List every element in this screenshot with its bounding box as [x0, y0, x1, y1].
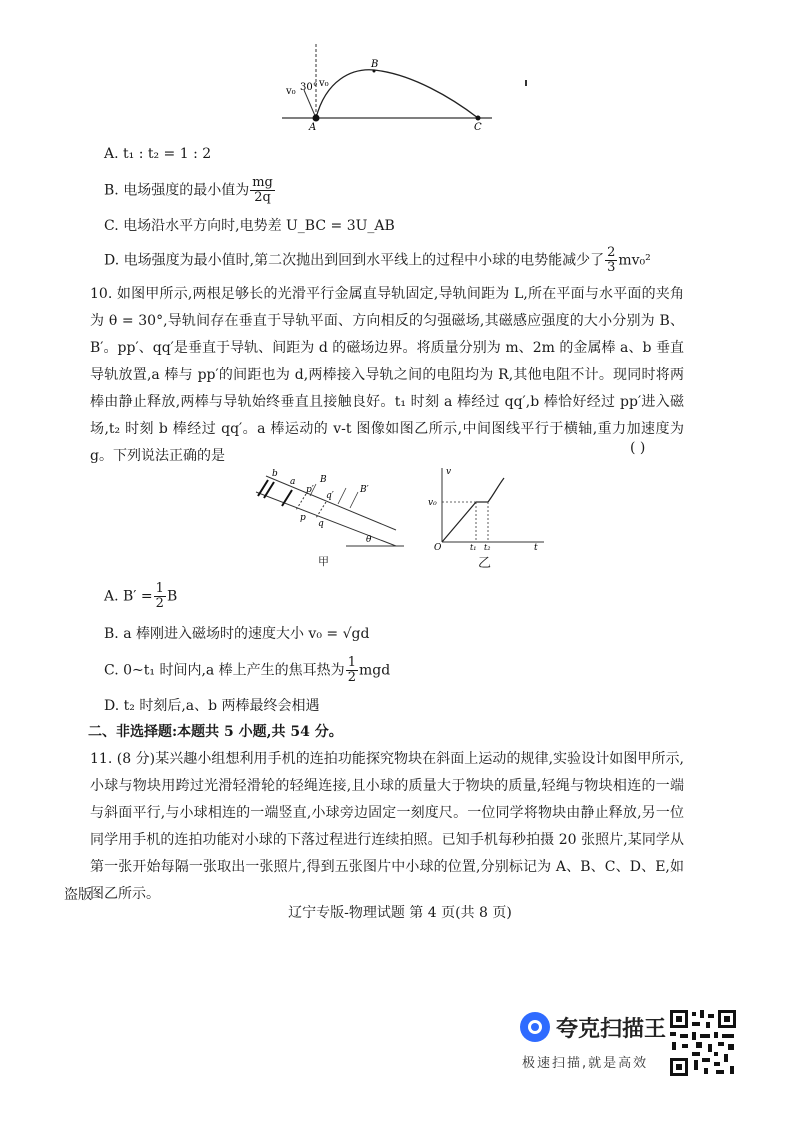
label-A: A	[309, 122, 317, 132]
svg-text:θ: θ	[366, 535, 372, 545]
q9-option-d: D. 电场强度为最小值时,第二次抛出到回到水平线上的过程中小球的电势能减少了 $\frac{2}{3}$ mv₀²	[104, 245, 651, 275]
svg-text:t: t	[534, 543, 538, 550]
answer-bracket: ( )	[630, 440, 646, 456]
scanner-logo-icon	[518, 1010, 552, 1044]
svg-text:O: O	[434, 543, 442, 550]
svg-text:B′: B′	[360, 485, 369, 495]
figure-jia	[246, 462, 406, 552]
label-B: B	[371, 59, 379, 70]
fraction: $\frac{mg}{2q}$	[252, 175, 273, 205]
caption-yi: 乙	[478, 556, 492, 571]
q11-text: 11. (8 分)某兴趣小组想利用手机的连拍功能探究物块在斜面上运动的规律,实验设计如图甲所示,小球与物块用跨过光滑轻滑轮的轻绳连接,且小球的质量大于物块的质量,轻绳与物块相连的一端与斜面平行,与小球相连的一端竖直,小球旁边固定一刻度尺。一位同学将物块由静止释放,另一位同学用手机的连拍功能对小球的下落过程进行连续拍照。已知手机每秒拍摄 20 张照片,某同学从第一张开始每隔一张取出一张照片,得到五张图片中小球的位置,分别标记为 A、B、C、D、E,如图乙所示。	[90, 751, 684, 902]
q10-option-a: A. B′ = $\frac{1}{2}$ B	[104, 581, 178, 611]
figure-yi	[426, 464, 556, 550]
svg-text:B: B	[320, 475, 327, 485]
svg-text:v₀: v₀	[428, 498, 437, 508]
q9-option-b: B. 电场强度的最小值为 $\frac{mg}{2q}$	[104, 175, 273, 205]
scanner-name: 夸克扫描王	[556, 1017, 667, 1042]
q9-option-c: C. 电场沿水平方向时,电势差 U_BC = 3U_AB	[104, 218, 395, 234]
side-mark: 盗版	[64, 887, 92, 903]
svg-text:q: q	[318, 519, 324, 529]
svg-text:p: p	[300, 513, 306, 523]
svg-text:v: v	[446, 467, 452, 477]
svg-text:q′: q′	[326, 491, 334, 501]
svg-text:t₁: t₁	[470, 543, 477, 550]
q10-stem: 10. 如图甲所示,两根足够长的光滑平行金属直导轨固定,导轨间距为 L,所在平面与水平面的夹角为 θ = 30°,导轨间存在垂直于导轨平面、方向相反的匀强磁场,其磁感应强度的大小分别为 B、B′。pp′、qq′是垂直于导轨、间距为 d 的磁场边界。将质量分别为 m、2m 的金属棒 a、b 垂直导轨放置,a 棒与 pp′的间距也为 d,两棒接入导轨之间的电阻均为 R,其他电阻不计。现同时将两棒由静止释放,两棒与导轨始终垂直且接触良好。t₁ 时刻 a 棒经过 qq′,b 棒恰好经过 pp′进入磁场,t₂ 时刻 b 棒经过 qq′。a 棒运动的 v-t 图像如图乙所示,中间图线平行于横轴,重力加速度为 g。下列说法正确的是	[90, 286, 684, 464]
q9-option-a: A. t₁ : t₂ = 1 : 2	[104, 146, 212, 162]
svg-text:b: b	[272, 469, 278, 479]
section-heading: 二、非选择题:本题共 5 小题,共 54 分。	[88, 724, 343, 740]
stray-mark	[525, 80, 527, 86]
svg-text:a: a	[290, 477, 296, 487]
label-v0-left: v₀	[286, 86, 296, 97]
fraction: $\frac{1}{2}$	[347, 655, 356, 685]
q10-option-b: B. a 棒刚进入磁场时的速度大小 v₀ = √gd	[104, 626, 370, 642]
caption-jia: 甲	[318, 555, 329, 568]
label-C: C	[474, 122, 482, 132]
page-footer: 辽宁专版-物理试题 第 4 页(共 8 页)	[288, 905, 512, 921]
svg-text:t₂: t₂	[484, 543, 491, 550]
q10-option-c: C. 0~t₁ 时间内,a 棒上产生的焦耳热为 $\frac{1}{2}$ mgd	[104, 655, 391, 685]
scanner-slogan: 极速扫描,就是高效	[522, 1056, 649, 1071]
qr-code-icon	[668, 1008, 738, 1078]
svg-text:p′: p′	[306, 485, 314, 495]
label-v0-up: v₀	[319, 78, 329, 89]
fraction: $\frac{1}{2}$	[155, 581, 164, 611]
label-angle: 30°	[300, 82, 318, 93]
projectile-figure	[282, 40, 502, 132]
q10-option-d: D. t₂ 时刻后,a、b 两棒最终会相遇	[104, 698, 320, 714]
fraction: $\frac{2}{3}$	[607, 245, 616, 275]
